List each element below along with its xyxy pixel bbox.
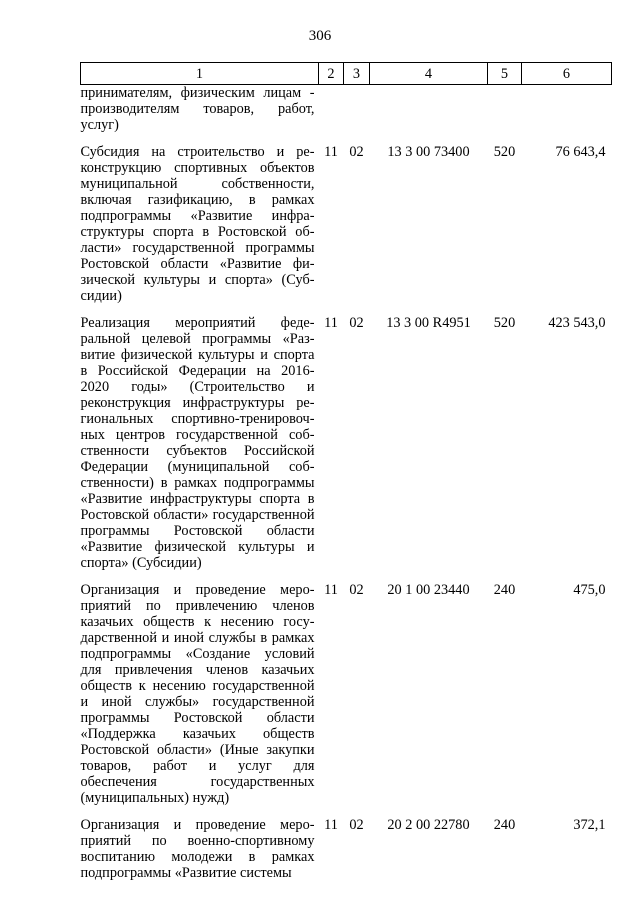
header-row — [81, 63, 612, 85]
header-col-3: 3 — [344, 63, 370, 85]
row-target: 13 3 00 73400 — [387, 144, 470, 160]
row-section: 11 — [324, 582, 338, 598]
row-target: 20 2 00 22780 — [387, 817, 470, 833]
row-type: 240 — [493, 582, 516, 598]
row-description: Организация и проведение мероприятий по привлечению членов казачьих обществ к несению государственной и иной службы в рамках подпрограммы «Создание условий для привлечения членов казачьих обществ к несению государственной и иной службы» государственной программы Ростовской области «Поддержка казачьих обществ Ростовской области» (Иные закупки товаров, работ и услуг для обеспечения государственных (муниципальных) нужд) — [80, 582, 315, 806]
row-type: 240 — [493, 817, 516, 833]
row-target: 13 3 00 R4951 — [386, 315, 471, 331]
table-row — [81, 817, 612, 881]
table-row — [81, 582, 612, 806]
table-row-continuation — [81, 85, 612, 134]
table-header — [81, 63, 612, 85]
header-col-4: 4 — [370, 63, 488, 85]
row-subsection: 02 — [349, 144, 364, 160]
row-section: 11 — [324, 144, 338, 160]
row-amount: 76 643,4 — [555, 144, 606, 160]
row-section: 11 — [324, 315, 338, 331]
header-col-6: 6 — [522, 63, 612, 85]
row-description: Субсидия на строительство и реконструкцию спортивных объектов муниципальной собственности, включая газификацию, в рамках подпрограммы «Развитие инфраструктуры спорта в Ростовской области» государственной программы Ростовской области «Развитие физической культуры и спорта» (Субсидии) — [80, 144, 315, 304]
row-target: 20 1 00 23440 — [387, 582, 470, 598]
table-row — [81, 144, 612, 304]
row-amount: 372,1 — [573, 817, 606, 833]
page-number: 306 — [308, 28, 332, 44]
row-amount: 475,0 — [573, 582, 606, 598]
continuation-description: принимателям, физическим лицам - производителям товаров, работ, услуг) — [80, 85, 315, 133]
header-col-2: 2 — [319, 63, 344, 85]
row-subsection: 02 — [349, 582, 364, 598]
row-section: 11 — [324, 817, 338, 833]
row-type: 520 — [493, 144, 516, 160]
row-subsection: 02 — [349, 817, 364, 833]
row-type: 520 — [493, 315, 516, 331]
row-description: Реализация мероприятий федеральной целевой программы «Развитие физической культуры и спорта в Российской Федерации на 2016-2020 годы» (Строительство и реконструкция инфраструктуры региональных спортивно-тренировочных центров государственной собственности субъектов Российской Федерации (муниципальной собственности) в рамках подпрограммы «Развитие инфраструктуры спорта в Ростовской области» государственной программы Ростовской области «Развитие физической культуры и спорта» (Субсидии) — [80, 315, 315, 571]
row-amount: 423 543,0 — [548, 315, 606, 331]
table-body — [81, 85, 612, 882]
header-col-1: 1 — [81, 63, 319, 85]
budget-table — [80, 62, 612, 881]
row-description: Организация и проведение мероприятий по военно-спортивному воспитанию молодежи в рамках подпрограммы «Развитие системы — [80, 817, 315, 881]
row-subsection: 02 — [349, 315, 364, 331]
header-col-5: 5 — [488, 63, 522, 85]
table-row — [81, 315, 612, 571]
